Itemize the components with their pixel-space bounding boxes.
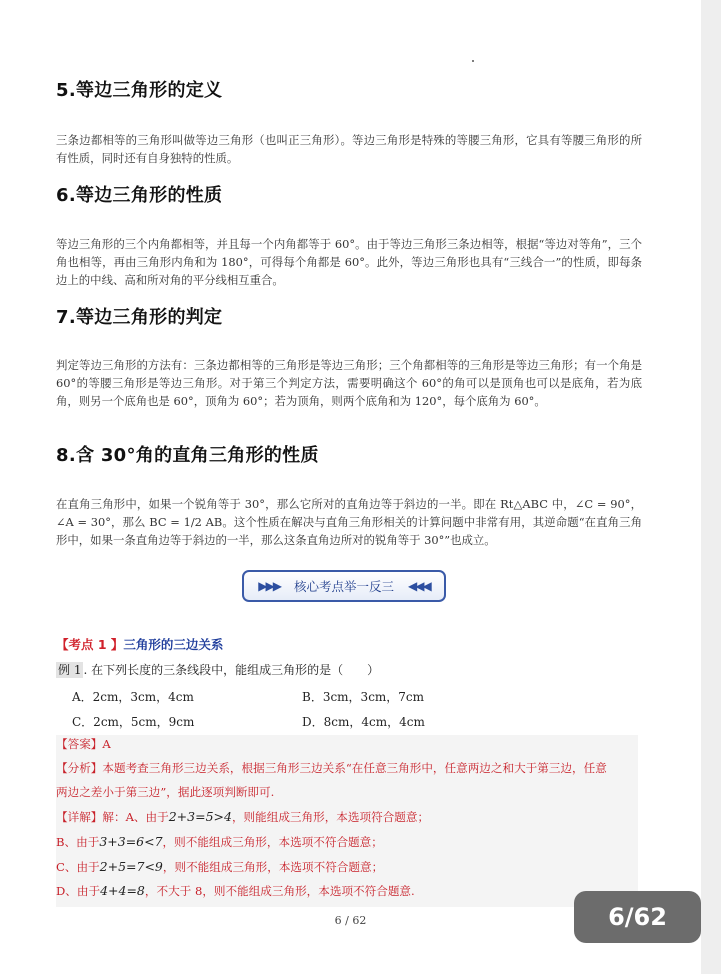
stray-dot bbox=[472, 60, 474, 62]
detail-line-b bbox=[56, 830, 383, 854]
right-arrows-icon: ▶▶▶ bbox=[258, 579, 280, 593]
kaodian-title: 三角形的三边关系 bbox=[123, 637, 224, 652]
detail-b-math: 3+3=6<7 bbox=[99, 834, 163, 849]
section-title-8: 8.含 30°角的直角三角形的性质 bbox=[56, 445, 319, 466]
section-title-5: 5.等边三角形的定义 bbox=[56, 80, 223, 101]
option-a: A．2cm，3cm，4cm bbox=[72, 690, 194, 704]
core-points-banner bbox=[242, 570, 446, 602]
detail-a-suffix: ，则能组成三角形，本选项符合题意； bbox=[231, 810, 430, 824]
kaodian-heading bbox=[56, 635, 223, 653]
answer-line: 【答案】A bbox=[56, 737, 111, 751]
option-c: C．2cm，5cm，9cm bbox=[72, 715, 195, 729]
detail-line-d bbox=[56, 879, 415, 903]
kaodian-label: 【考点 1 】 bbox=[56, 637, 124, 652]
section-body-8: 在直角三角形中，如果一个锐角等于 30°，那么它所对的直角边等于斜边的一半。即在 Rt△ABC 中，∠C = 90°，∠A = 30°，那么 BC = 1/2 AB。这个性质在解决与直角三角形相关的计算问题中非常有用，其逆命题“在直角三角形中，如果一条直角边等于斜边的一半，那么这条直角边所对的锐角等于 30°”也成立。 bbox=[56, 497, 642, 547]
scrollbar-track[interactable] bbox=[701, 0, 721, 974]
detail-c-suffix: ，则不能组成三角形，本选项不符合题意； bbox=[162, 860, 384, 874]
detail-c-prefix: C、由于 bbox=[56, 860, 100, 874]
analysis-line-2: 两边之差小于第三边”，据此逐项判断即可. bbox=[56, 785, 275, 799]
left-arrows-icon: ◀◀◀ bbox=[408, 579, 430, 593]
example-question-text: . 在下列长度的三条线段中，能组成三角形的是（ ） bbox=[83, 663, 380, 677]
example-question bbox=[56, 661, 379, 678]
section-body-6: 等边三角形的三个内角都相等，并且每一个内角都等于 60°。由于等边三角形三条边相等，根据“等边对等角”，三个角也相等，再由三角形内角和为 180°，可得每个角都是 60°。此外，等边三角形也具有“三线合一”的性质，即每条边上的中线、高和所对角的平分线相互重合。 bbox=[56, 237, 642, 287]
analysis-line-1: 【分析】本题考查三角形三边关系，根据三角形三边关系“在任意三角形中，任意两边之和大于第三边，任意 bbox=[56, 761, 607, 775]
page-indicator-badge: 6/62 bbox=[574, 891, 701, 943]
detail-d-math: 4+4=8 bbox=[100, 883, 145, 898]
detail-line-c bbox=[56, 855, 383, 879]
detail-b-prefix: B、由于 bbox=[56, 835, 100, 849]
detail-d-prefix: D、由于 bbox=[56, 884, 101, 898]
section-title-7: 7.等边三角形的判定 bbox=[56, 307, 223, 328]
page-footer-number: 6 / 62 bbox=[334, 914, 367, 927]
detail-a-math: 2+3=5>4 bbox=[168, 809, 232, 824]
section-body-7: 判定等边三角形的方法有：三条边都相等的三角形是等边三角形；三个角都相等的三角形是等边三角形；有一个角是 60°的等腰三角形是等边三角形。对于第三个判定方法，需要明确这个 60°的角可以是顶角也可以是底角，若为底角，则另一个底角也是 60°，顶角为 60°；若为顶角，则两个底角和为 120°，每个底角为 60°。 bbox=[56, 358, 642, 408]
detail-a-prefix: 【详解】解：A、由于 bbox=[56, 810, 169, 824]
banner-text: 核心考点举一反三 bbox=[293, 579, 394, 594]
option-b: B．3cm，3cm，7cm bbox=[302, 690, 425, 704]
section-body-5: 三条边都相等的三角形叫做等边三角形（也叫正三角形）。等边三角形是特殊的等腰三角形，它具有等腰三角形的所有性质，同时还有自身独特的性质。 bbox=[56, 133, 642, 165]
section-title-6: 6.等边三角形的性质 bbox=[56, 185, 223, 206]
detail-b-suffix: ，则不能组成三角形，本选项不符合题意； bbox=[162, 835, 383, 849]
example-tag: 例 1 bbox=[58, 663, 82, 677]
option-d: D．8cm，4cm，4cm bbox=[302, 715, 425, 729]
detail-line-a bbox=[56, 805, 429, 829]
detail-c-math: 2+5=7<9 bbox=[99, 859, 163, 874]
detail-d-suffix: ，不大于 8，则不能组成三角形，本选项不符合题意. bbox=[144, 884, 415, 898]
